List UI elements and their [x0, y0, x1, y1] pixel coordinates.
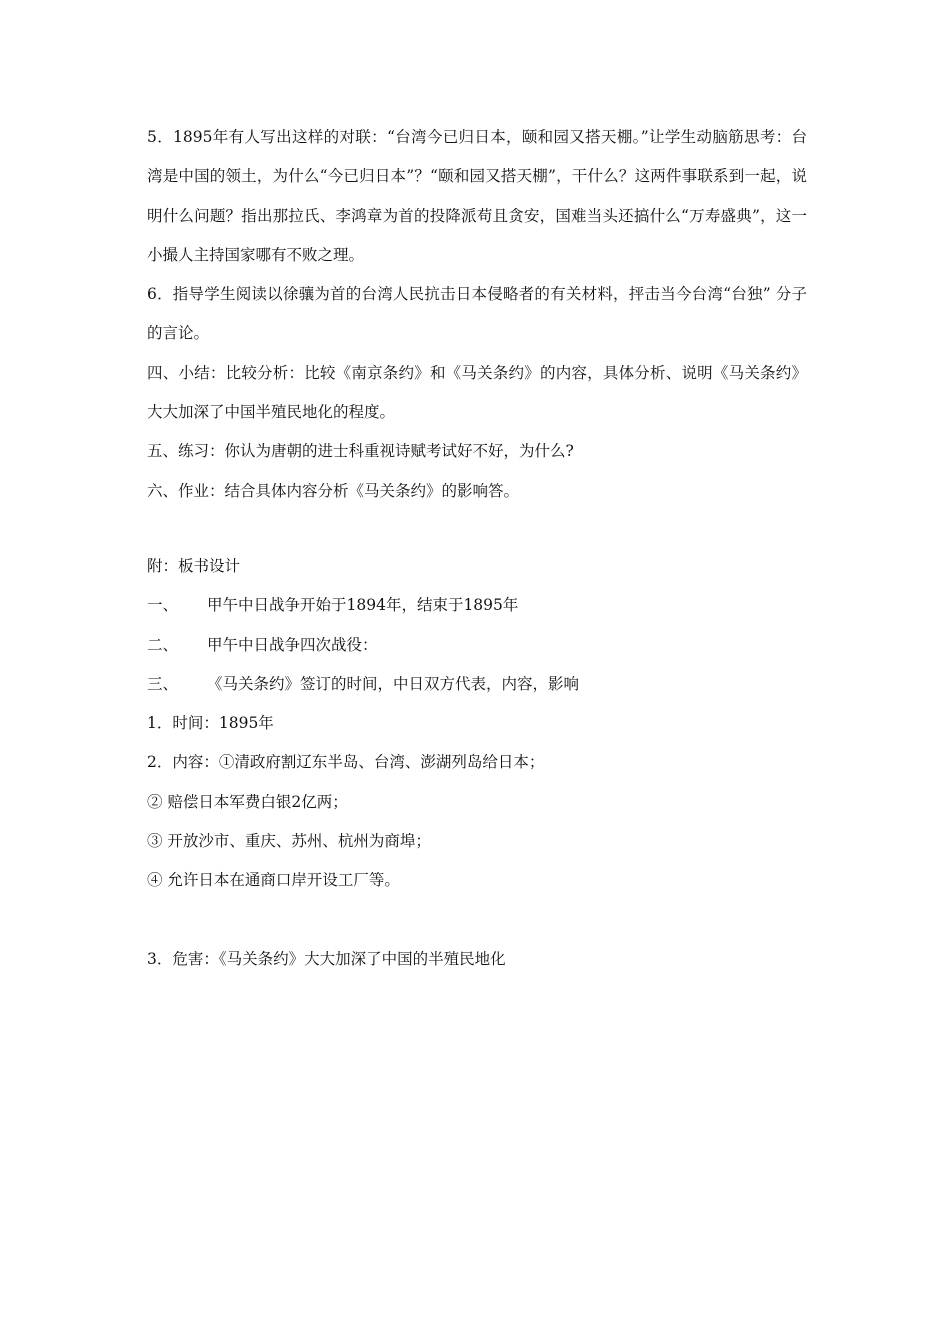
document-body	[147, 118, 807, 979]
board-item-text: 甲午中日战争开始于1894年，结束于1895年	[207, 596, 519, 615]
board-heading: 附：板书设计	[147, 556, 241, 575]
paragraph-homework: 六、作业：结合具体内容分析《马关条约》的影响答。	[147, 481, 520, 500]
board-line-ports: ③ 开放沙市、重庆、苏州、杭州为商埠；	[147, 832, 431, 851]
board-item-text: 《马关条约》签订的时间，中日双方代表，内容，影响	[207, 674, 580, 693]
board-line-harm: 3．危害：《马关条约》大大加深了中国的半殖民地化	[147, 949, 506, 968]
paragraph-couplet: 5．1895年有人写出这样的对联：“台湾今已归日本，颐和园又搭天棚。”让学生动脑筋思考：台湾是中国的领土，为什么“今已归日本”？“颐和园又搭天棚”，干什么？这两件事联系到一起，说明什么问题？指出那拉氏、李鸿章为首的投降派苟且贪安，国难当头还搞什么“万寿盛典”，这一小撮人主持国家哪有不败之理。	[147, 128, 807, 264]
board-item-text: 甲午中日战争四次战役：	[207, 635, 378, 654]
board-item	[147, 586, 807, 625]
paragraph-summary: 四、小结：比较分析：比较《南京条约》和《马关条约》的内容，具体分析、说明《马关条约》大大加深了中国半殖民地化的程度。	[147, 363, 807, 422]
board-line-content: 2．内容：①清政府割辽东半岛、台湾、澎湖列岛给日本；	[147, 753, 545, 772]
paragraph-xu-xiang: 6．指导学生阅读以徐骧为首的台湾人民抗击日本侵略者的有关材料，抨击当今台湾“台独” 分子的言论。	[147, 285, 807, 343]
board-line-time: 1．时间：1895年	[147, 714, 274, 733]
paragraph-exercise: 五、练习：你认为唐朝的进士科重视诗赋考试好不好，为什么?	[147, 442, 574, 461]
board-item-number: 三、	[147, 674, 179, 693]
board-item	[147, 626, 807, 665]
spacer	[147, 511, 807, 547]
board-line-indemnity: ② 赔偿日本军费白银2亿两；	[147, 792, 348, 811]
board-item-number: 一、	[147, 596, 179, 615]
spacer	[147, 901, 807, 940]
board-line-factories: ④ 允许日本在通商口岸开设工厂等。	[147, 871, 400, 890]
board-item	[147, 665, 807, 704]
board-item-number: 二、	[147, 635, 179, 654]
